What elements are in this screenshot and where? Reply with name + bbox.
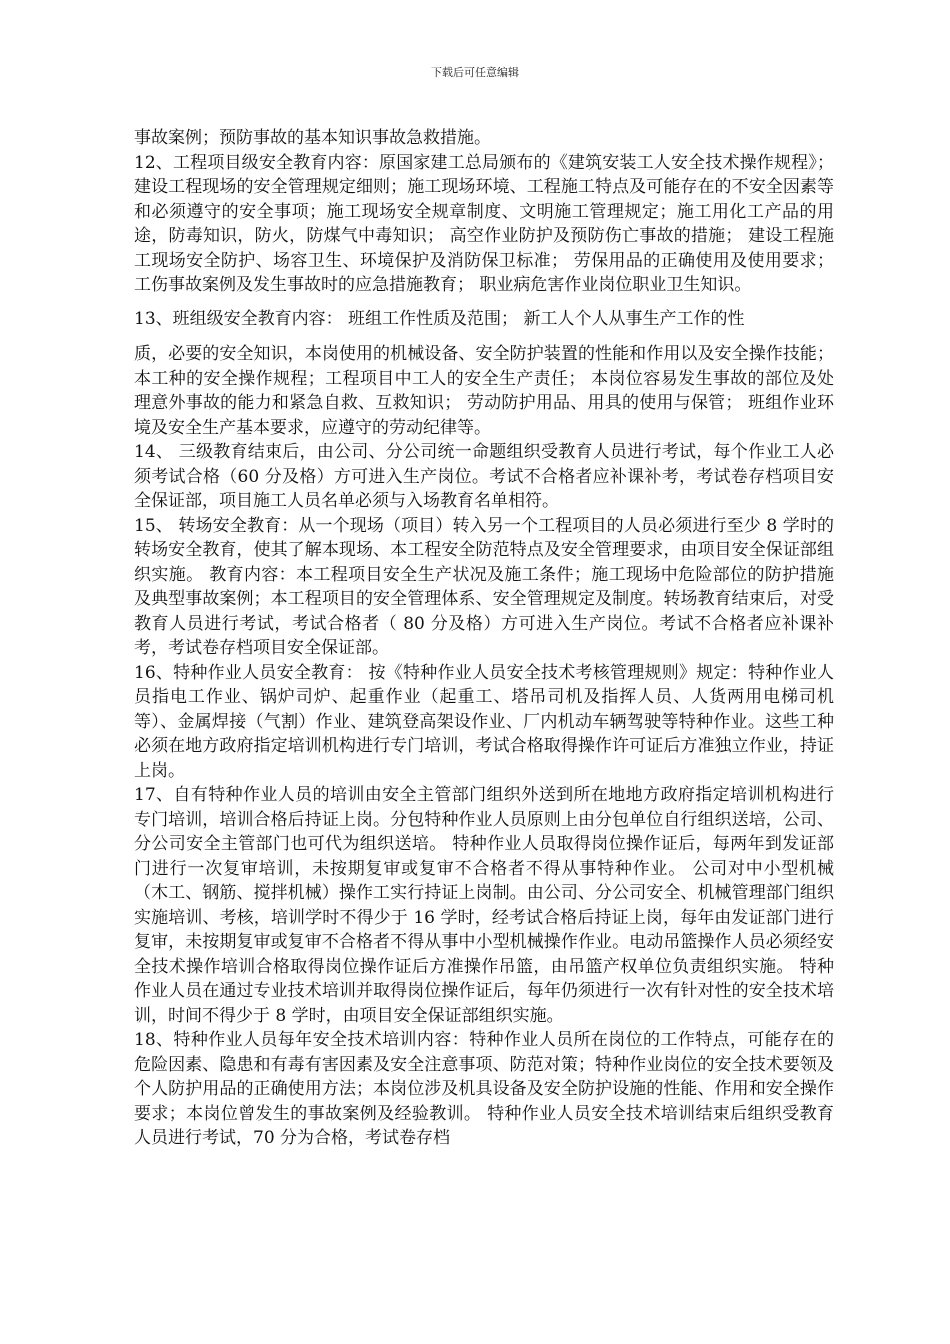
paragraph-13-first-line	[134, 307, 834, 332]
paragraph-16: 16、特种作业人员安全教育： 按《特种作业人员安全技术考核管理规则》规定：特种作业人员指电工作业、锅炉司炉、起重作业（起重工、塔吊司机及指挥人员、人货两用电梯司机等）、金属焊接（气割）作业、建筑登高架设作业、厂内机动车辆驾驶等特种作业。这些工种必须在地方政府指定培训机构进行专门培训，考试合格取得操作许可证后方准独立作业，持证上岗。	[134, 662, 834, 781]
paragraph-13-heading: 13、班组级安全教育内容： 班组工作性质及范围； 新工人个人从事生产工作的性	[134, 308, 745, 329]
page-header: 下载后可任意编辑	[431, 66, 519, 79]
paragraph-13: 质，必要的安全知识，本岗使用的机械设备、安全防护装置的性能和作用以及安全操作技能； 本工种的安全操作规程；工程项目中工人的安全生产责任； 本岗位容易发生事故的部位及处理意外事故的能力和紧急自救、互救知识； 劳动防护用品、用具的使用与保管； 班组作业环境及安全生产基本要求，应遵守的劳动纪律等。	[134, 344, 834, 438]
paragraph-17: 17、自有特种作业人员的培训由安全主管部门组织外送到所在地地方政府指定培训机构进行专门培训，培训合格后持证上岗。分包特种作业人员原则上由分包单位自行组织送培，公司、分公司安全主管部门也可代为组织送培。 特种作业人员取得岗位操作证后，每两年到发证部门进行一次复审培训，未按期复审或复审不合格者不得从事特种作业。 公司对中小型机械（木工、钢筋、搅拌机械）操作工实行持证上岗制。由公司、分公司安全、机械管理部门组织实施培训、考核，培训学时不得少于 16 学时，经考试合格后持证上岗，每年由发证部门进行复审，未按期复审或复审不合格者不得从事中小型机械操作作业。电动吊篮操作人员必须经安全技术操作培训合格取得岗位操作证后方准操作吊篮，由吊篮产权单位负责组织实施。 特种作业人员在通过专业技术培训并取得岗位操作证后，每年仍须进行一次有针对性的安全技术培训，时间不得少于 8 学时，由项目安全保证部组织实施。	[134, 785, 834, 1026]
paragraph-14: 14、 三级教育结束后，由公司、分公司统一命题组织受教育人员进行考试，每个作业工人必须考试合格（60 分及格）方可进入生产岗位。考试不合格者应补课补考，考试卷存档项目安全保证部，项目施工人员名单必须与入场教育名单相符。	[134, 442, 834, 511]
paragraph-18: 18、特种作业人员每年安全技术培训内容：特种作业人员所在岗位的工作特点，可能存在的危险因素、隐患和有毒有害因素及安全注意事项、防范对策；特种作业岗位的安全技术要领及个人防护用品的正确使用方法；本岗位涉及机具设备及安全防护设施的性能、作用和安全操作要求；本岗位曾发生的事故案例及经验教训。 特种作业人员安全技术培训结束后组织受教育人员进行考试，70 分为合格，考试卷存档	[134, 1030, 834, 1148]
paragraph-intro: 事故案例；预防事故的基本知识事故急救措施。	[134, 128, 491, 148]
document-body	[134, 126, 834, 1151]
paragraph-12: 12、工程项目级安全教育内容：原国家建工总局颁布的《建筑安装工人安全技术操作规程》； 建设工程现场的安全管理规定细则；施工现场环境、工程施工特点及可能存在的不安全因素等和必须遵守的安全事项；施工现场安全规章制度、文明施工管理规定；施工用化工产品的用途，防毒知识，防火，防煤气中毒知识； 高空作业防护及预防伤亡事故的措施； 建设工程施工现场安全防护、场容卫生、环境保护及消防保卫标准； 劳保用品的正确使用及使用要求； 工伤事故案例及发生事故时的应急措施教育； 职业病危害作业岗位职业卫生知识。	[134, 152, 834, 295]
paragraph-15: 15、 转场安全教育：从一个现场（项目）转入另一个工程项目的人员必须进行至少 8 学时的转场安全教育，使其了解本现场、本工程安全防范特点及安全管理要求，由项目安全保证部组织实施。 教育内容：本工程项目安全生产状况及施工条件；施工现场中危险部位的防护措施及典型事故案例；本工程项目的安全管理体系、安全管理规定及制度。转场教育结束后，对受教育人员进行考试，考试合格者（ 80 分及格）方可进入生产岗位。考试不合格者应补课补考，考试卷存档项目安全保证部。	[134, 515, 834, 658]
